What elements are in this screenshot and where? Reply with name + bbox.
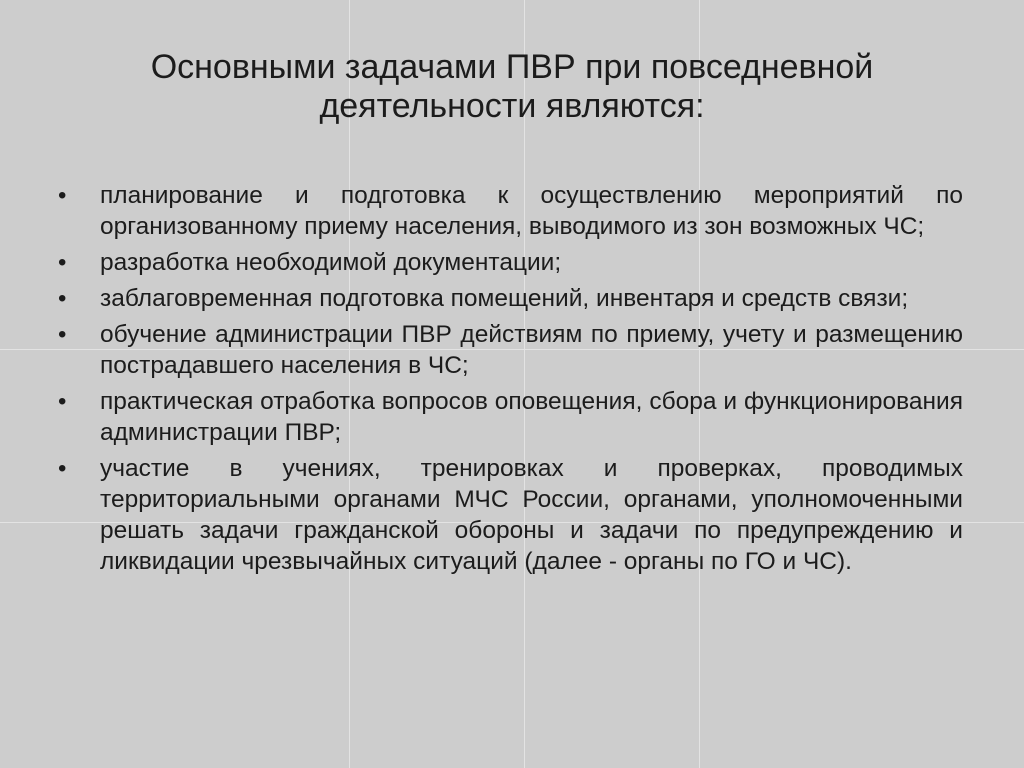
list-item-text: обучение администрации ПВР действиям по приему, учету и размещению пострадавшего населения в ЧС; — [100, 321, 963, 379]
bullet-list — [58, 180, 963, 582]
list-item — [58, 283, 963, 314]
bullet-marker: • — [58, 455, 67, 482]
list-item-text: участие в учениях, тренировках и проверках, проводимых территориальными органами МЧС России, органами, уполномоченными решать задачи гражданской обороны и задачи по предупреждению и ликвидации чрезвычайных ситуаций (далее - органы по ГО и ЧС). — [100, 455, 963, 575]
bullet-marker: • — [58, 285, 67, 312]
list-item — [58, 453, 963, 577]
list-item — [58, 247, 963, 278]
list-item-text: планирование и подготовка к осуществлению мероприятий по организованному приему населения, выводимого из зон возможных ЧС; — [100, 182, 963, 240]
list-item-text: практическая отработка вопросов оповещения, сбора и функционирования администрации ПВР; — [100, 388, 963, 446]
list-item-text: разработка необходимой документации; — [100, 249, 562, 276]
slide-title: Основными задачами ПВР при повседневной деятельности являются: — [150, 48, 874, 125]
bullet-marker: • — [58, 182, 67, 209]
list-item-text: заблаговременная подготовка помещений, инвентаря и средств связи; — [100, 285, 909, 312]
bullet-marker: • — [58, 249, 67, 276]
list-item — [58, 319, 963, 381]
list-item — [58, 386, 963, 448]
bullet-marker: • — [58, 388, 67, 415]
bullet-marker: • — [58, 321, 67, 348]
list-item — [58, 180, 963, 242]
